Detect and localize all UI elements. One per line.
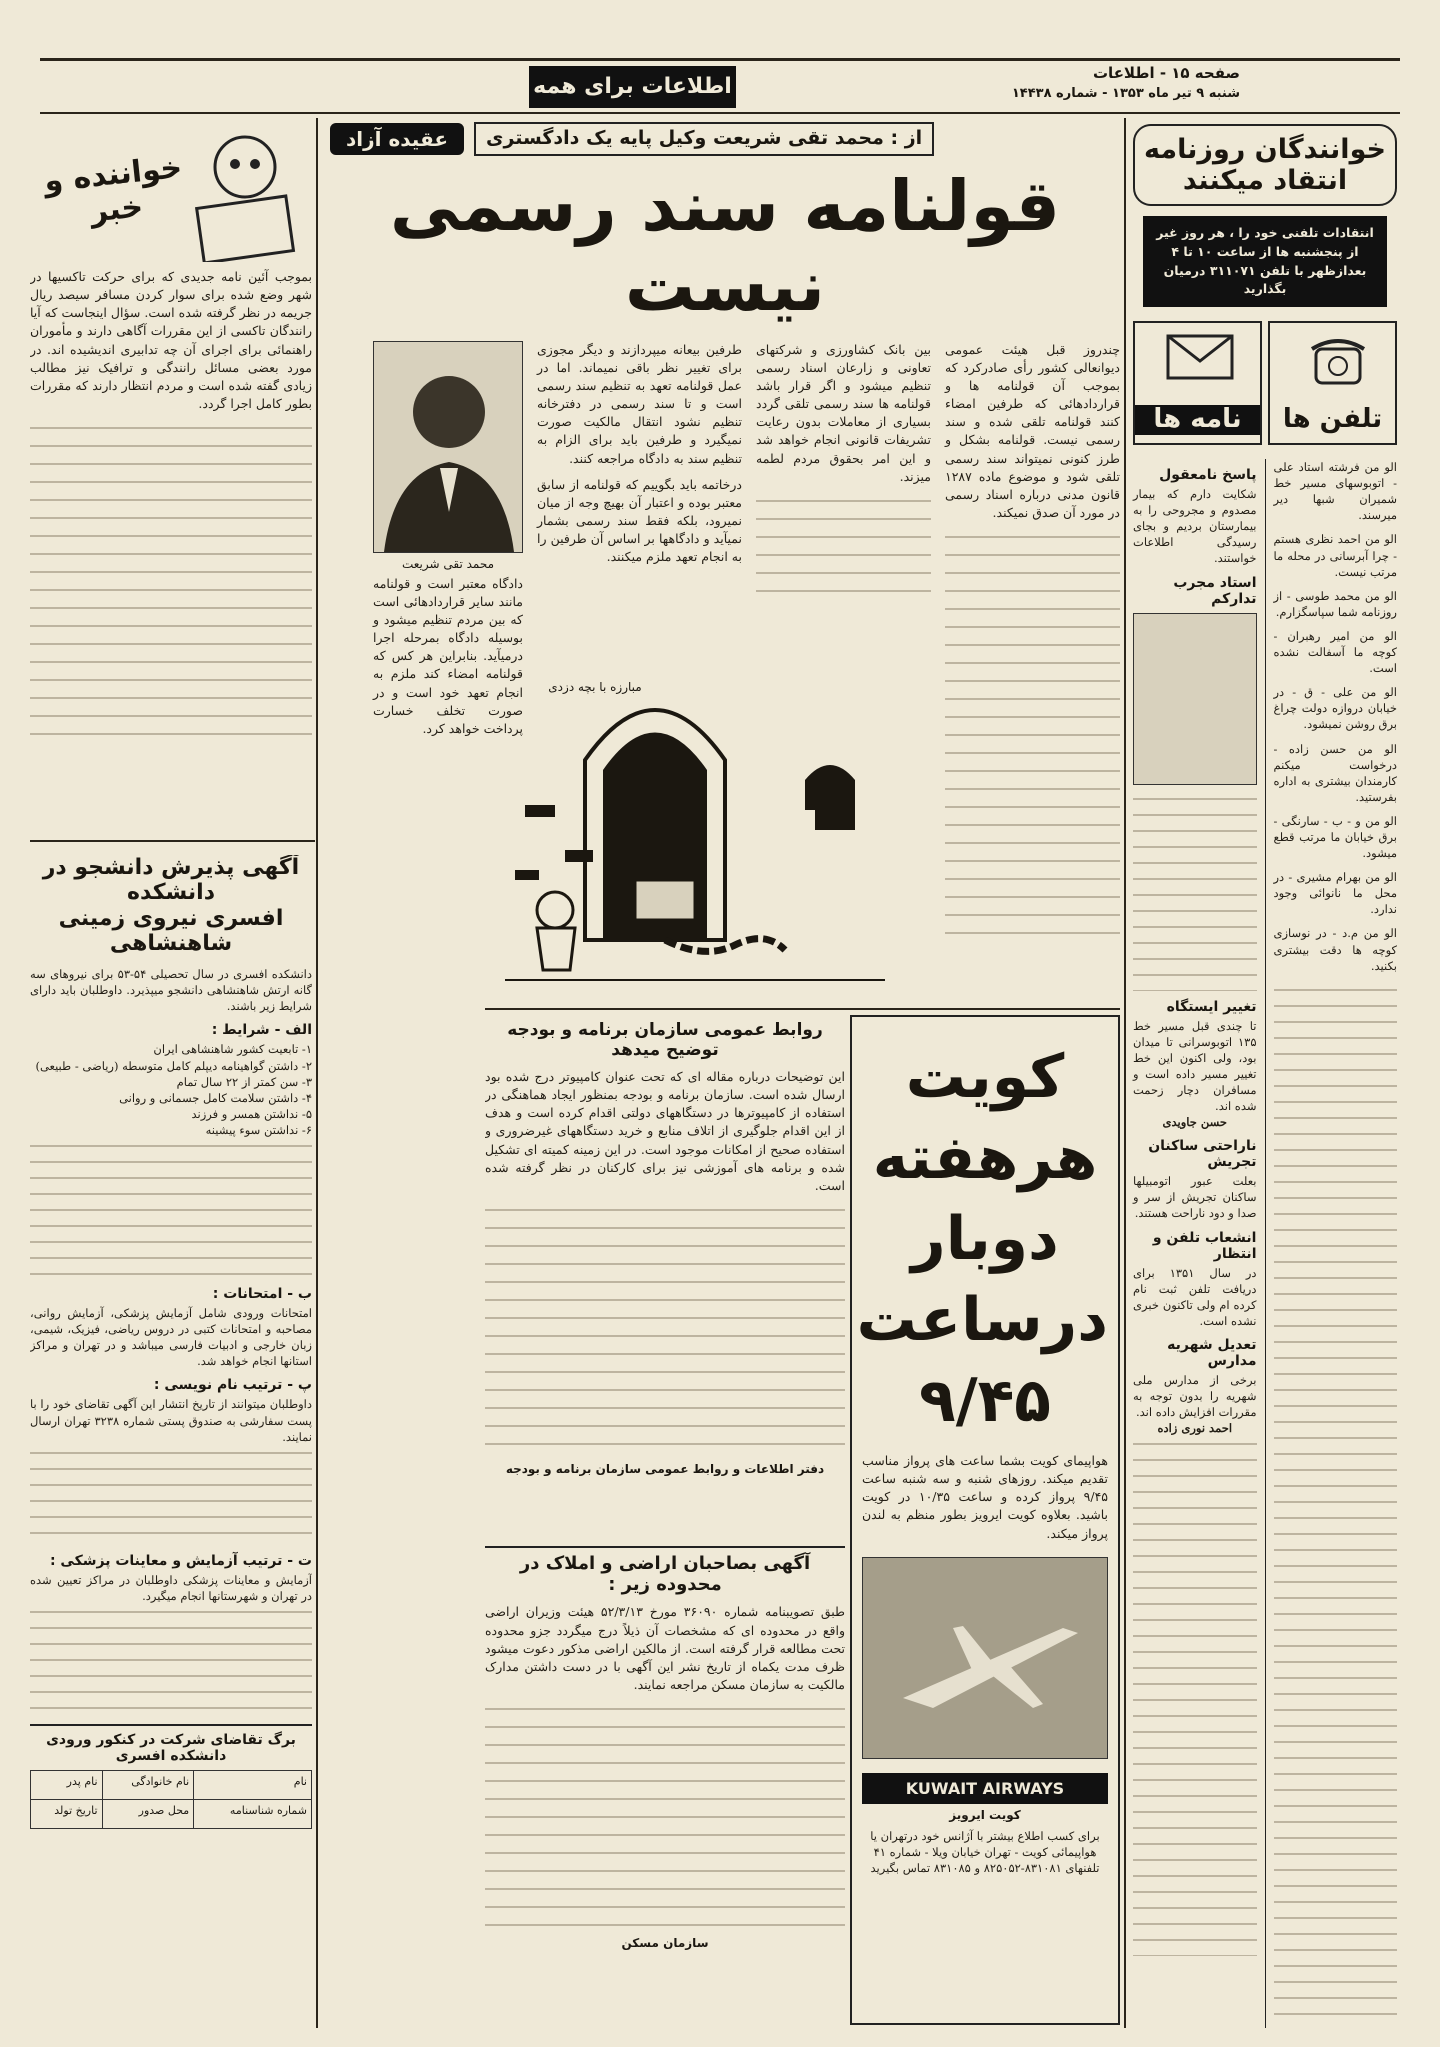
page-label: صفحه ۱۵ - اطلاعات [1092, 64, 1240, 82]
uni-intro: دانشکده افسری در سال تحصیلی ۵۴-۵۳ برای نیروهای سه گانه ارتش شاهنشاهی دانشجو میپذیرد. داوطلبان باید دارای شرایط زیر باشند. [30, 967, 312, 1014]
envelope-icon [1165, 333, 1235, 381]
filler-text [945, 528, 1120, 948]
article-col1: چندروز قبل هیئت عمومی دیوانعالی کشور رأی صادرکرد که بموجب آن قولنامه ها و قراردادهائی که طرفین امضاء کنند قولنامه تلقی شده و سند رسمی نیست. قولنامه بشکل و طرز کنونی نمیتواند سند رسمی تلقی شود و موضوع ماده ۱۲۸۷ قانون مدنی درباره اسناد رسمی در مورد آن صدق نمیکند. [945, 341, 1120, 520]
budget-footer: دفتر اطلاعات و روابط عمومی سازمان برنامه و بودجه [505, 1461, 825, 1476]
article-col3: طرفین بیعانه میپردازند و دیگر مجوزی برای تغییر نظر باقی نمیماند. اما در عمل قولنامه تعهد به تنظیم سند رسمی است و تا سند رسمی در دفترخانه تنظیم نشود انتقال مالکیت صورت نمیگیرد و طرفین باید برای الزام به تنظیم سند به دادگاه مراجعه کنند. [537, 341, 742, 466]
sidebar-title: خوانندگان روزنامه انتقاد میکنند [1133, 124, 1397, 206]
reply-title: پاسخ نامعقول [1159, 467, 1257, 484]
phones-label: تلفن ها [1282, 404, 1383, 435]
reply-text: شکایت دارم که بیمار مصدوم و مجروحی را به بیمارستان بردیم و بجای رسیدگی اطلاعات خواستند. [1133, 487, 1257, 566]
expert-title: استاد مجرب تدارکم [1173, 574, 1257, 607]
sidebar-divider [1124, 118, 1126, 2028]
budget-title: روابط عمومی سازمان برنامه و بودجه توضیح میدهد [507, 1020, 823, 1060]
filler-text [1133, 791, 1257, 991]
article-col4: دادگاه معتبر است و قولنامه مانند سایر قراردادهائی است که بین مردم تنظیم میشود و بوسیله دادگاه بمرحله اجرا درمیآید. بنابراین هر کس که قولنامه امضاء کند ملزم به انجام تعهد خود است و در صورت تخلف خسارت پرداخت خواهد کرد. [373, 575, 523, 736]
corner-bottom-rule [30, 840, 315, 842]
phone-item: الو من م.د - در نوسازی کوچه ها دقت بیشتری بکنید. [1273, 926, 1397, 973]
issue-line: شنبه ۹ تیر ماه ۱۳۵۳ - شماره ۱۴۴۳۸ [1011, 86, 1240, 101]
medical-text: آزمایش و معاینات پزشکی داوطلبان در مراکز تعیین شده در تهران و شهرستانها انجام میگیرد. [30, 1572, 312, 1603]
land-footer: سازمان مسکن [621, 1936, 709, 1950]
university-ad [30, 855, 312, 2030]
condition-item: ۳- سن کمتر از ۲۲ سال تمام [176, 1074, 312, 1089]
form-field[interactable]: نام پدر [31, 1771, 103, 1800]
phone-item: الو من علی - ق - در خیابان دروازه دولت چراغ برق روشن نمیشود. [1273, 685, 1397, 732]
filler-text [756, 492, 931, 602]
filler-text [30, 419, 312, 739]
sidebar-item-title: تغییر ایستگاه [1166, 998, 1257, 1015]
land-text: طبق تصویبنامه شماره ۳۶۰۹۰ مورخ ۵۲/۳/۱۳ هیئت وزیران اراضی واقع در محدوده ای که مشخصات آن ذیلاً درج میگردد جزو محدوده تحت مطالعه قرار گرفته است. از مالکین اراضی مذکور دعوت میشود ظرف مدت یکماه از تاریخ نشر این آگهی با در دست داشتن مدارک مالکیت به سازمان مسکن مراجعه نمایند. [485, 1604, 845, 1692]
phones-column [1274, 459, 1398, 2028]
newsreader-icon [190, 122, 300, 262]
sidebar-critics [1129, 118, 1401, 2028]
column-divider [316, 118, 318, 2028]
kuwait-text: هواپیمای کویت بشما ساعت های پرواز مناسب تقدیم میکند. روزهای شنبه و سه شنبه ساعت ۹/۴۵ پرواز کرده و ساعت ۱۰/۳۵ در کویت باشید. بعلاوه کویت ایرویز بطور منظم به لندن پرواز میکند. [862, 1453, 1108, 1541]
cartoon-caption: مبارزه با بچه دزدی [548, 680, 642, 694]
opinion-tag: عقیده آزاد [330, 123, 464, 155]
filler-text [485, 1700, 845, 1930]
corner-title: خواننده و خبر [42, 149, 184, 230]
article-col3-end: درخاتمه باید بگوییم که قولنامه از سابق معتبر بوده و اعتبار آن بهیچ وجه از میان نمیرود، بلکه فقط سند رسمی بشمار نمیآید و دادگاهها بر اساس آن طرفین را به انجام تعهد ملزم میکنند. [537, 476, 742, 565]
filler-text [485, 1201, 845, 1456]
sidebar-notice: انتقادات تلفنی خود را ، هر روز غیر از پنجشنبه ها از ساعت ۱۰ تا ۴ بعدازظهر با تلفن ۳۱۱۰۷۱ درمیان بگذارید [1143, 216, 1387, 307]
sidebar-item-title: انشعاب تلفن و انتظار [1152, 1229, 1257, 1262]
exam-text: امتحانات ورودی شامل آزمایش پزشکی، آزمایش روانی، مصاحبه و امتحانات کتبی در دروس ریاضی، فیزیک، شیمی، زبان خارجی و ادبیات فارسی میباشد و در تهران و مراکز استانها انجام خواهد شد. [30, 1306, 312, 1369]
letters-label: نامه ها [1135, 405, 1260, 435]
photo-caption: محمد تقی شریعت [401, 556, 495, 571]
author-photo [373, 341, 523, 553]
land-title: آگهی بصاحبان اراضی و املاک در محدوده زیر : [485, 1546, 845, 1595]
phone-icon [1308, 331, 1368, 387]
top-rule [40, 58, 1400, 61]
corner-text: بموجب آئین نامه جدیدی که برای حرکت تاکسیها در شهر وضع شده برای سوار کردن مسافر سیصد ریال جریمه در نظر گرفته شده است. سؤال اینجاست که آیا رانندگان تاکسی از این مقررات آگاهی دارند و مأموران راهنمائی برای اجرای آن چه تدابیری اندیشیده اند. در مورد بعضی مسائل رانندگی و ترافیک نیز مطالب زیادی گفته شده است و مردم انتظار دارند که مقررات بطور کامل اجرا گردد. [30, 269, 312, 411]
sidebar-item-text: در سال ۱۳۵۱ برای دریافت تلفن ثبت نام کرده ام ولی تاکنون خبری نشده است. [1133, 1265, 1257, 1328]
uni-headline-1: آگهی پذیرش دانشجو در دانشکده [42, 855, 300, 906]
cartoon [485, 610, 910, 1005]
kuwait-brand: KUWAIT AIRWAYS [862, 1773, 1108, 1804]
condition-item: ۴- داشتن سلامت کامل جسمانی و روانی [119, 1090, 312, 1105]
condition-item: ۵- نداشتن همسر و فرزند [191, 1106, 312, 1121]
application-form [30, 1770, 312, 1829]
airplane-photo [862, 1557, 1108, 1759]
letters-box [1133, 321, 1262, 445]
filler-text [1274, 982, 1398, 2028]
phone-item: الو من امیر رهبران - کوچه ما آسفالت نشده است. [1273, 628, 1397, 676]
signature: احمد نوری زاده [1157, 1421, 1233, 1436]
article-col2: بین بانک کشاورزی و شرکتهای تعاونی و زارعان اسناد رسمی تنظیم میشود و اگر قرار باشد قولنامه ها سند رسمی تلقی گردد بسیاری از معاملات بدون رعایت تشریفات قانونی انجام خواهد شد و این امر بحقوق مردم لطمه میزند. [756, 341, 931, 484]
sidebar-item-text: بعلت عبور اتومبیلها ساکنان تجریش از سر و صدا و دود ناراحت هستند. [1133, 1174, 1257, 1221]
registration-title: پ - ترتیب نام نویسی : [153, 1377, 312, 1394]
land-notice [485, 1540, 845, 2030]
phone-item: الو من احمد نظری هستم - چرا آبرسانی در محله ما مرتب نیست. [1273, 532, 1397, 579]
phone-item: الو من فرشته استاد علی - اتوبوسهای مسیر خط شمیران شبها دیر میرسند. [1273, 460, 1397, 523]
phone-item: الو من محمد طوسی - از روزنامه شما سپاسگزارم. [1273, 588, 1397, 619]
filler-text [1133, 1436, 1257, 1956]
kuwait-headline: کویت هرهفته دوبار درساعت ۹/۴۵ [856, 1042, 1108, 1436]
signature: حسن جاویدی [1162, 1115, 1228, 1130]
budget-text: این توضیحات درباره مقاله ای که تحت عنوان کامپیوتر درج شده بود ارسال شده است. سازمان برنامه و بودجه بمنظور ایجاد هماهنگی در استفاده از کامپیوترها در دستگاههای دولتی اقدام کرده است و هدف از این اقدام جلوگیری از اتلاف منابع و خرید دستگاههای غیرضروری و استفاده صحیح از امکانات موجود است. در این زمینه کمیته ای تشکیل شده و برنامه های آموزشی نیز برای کارکنان در نظر گرفته شده است. [485, 1069, 845, 1193]
byline: از : محمد تقی شریعت وکیل پایه یک دادگستری [474, 122, 934, 156]
kuwait-contact: برای کسب اطلاع بیشتر با آژانس خود درتهران یا هواپیمائی کویت - تهران خیابان ویلا - شماره ۴۱ تلفنهای ۸۳۱۰۸۱-۸۲۵۰۵۲ و ۸۳۱۰۸۵ تماس بگیرید [870, 1828, 1100, 1875]
section-title: اطلاعات برای همه [529, 66, 736, 108]
condition-item: ۱- تابعیت کشور شاهنشاهی ایران [153, 1042, 312, 1057]
phone-item: الو من بهرام مشیری - در محل ما نانوائی وجود ندارد. [1273, 870, 1397, 917]
budget-notice [485, 1015, 845, 1535]
header-rule [40, 112, 1400, 114]
phones-box [1268, 321, 1397, 445]
letters-column [1133, 459, 1257, 2028]
form-field[interactable]: نام خانوادگی [102, 1771, 194, 1800]
sidebar-item-title: تعدیل شهریه مدارس [1167, 1336, 1257, 1369]
phone-item: الو من حسن زاده - درخواست میکنم کارمندان بیشتری به اداره بفرستید. [1273, 741, 1397, 804]
form-field[interactable]: نام [194, 1771, 312, 1800]
form-field[interactable]: محل صدور [102, 1800, 194, 1829]
mid-rule [485, 1008, 1120, 1010]
sidebar-item-title: ناراحتی ساکنان تجریش [1148, 1138, 1257, 1171]
desk-illustration [1133, 613, 1257, 785]
kuwait-ad [850, 1015, 1120, 2025]
form-field[interactable]: تاریخ تولد [31, 1800, 103, 1829]
registration-text: داوطلبان میتوانند از تاریخ انتشار این آگهی تقاضای خود را با پست سفارشی به صندوق پستی شماره ۳۲۳۸ تهران ارسال نمایند. [30, 1397, 312, 1444]
filler-text [30, 1445, 312, 1545]
filler-text [30, 1604, 312, 1714]
form-field[interactable]: شماره شناسنامه [194, 1800, 312, 1829]
phone-item: الو من و - ب - سارنگی - برق خیابان ما مرتب قطع میشود. [1273, 813, 1397, 861]
corner-column [30, 118, 312, 828]
conditions-title: الف - شرایط : [211, 1022, 312, 1039]
exam-title: ب - امتحانات : [212, 1286, 312, 1303]
form-title: برگ تقاضای شرکت در کنکور ورودی دانشکده افسری [30, 1724, 312, 1764]
condition-item: ۲- داشتن گواهینامه دیپلم کامل متوسطه (ریاضی - طبیعی) [35, 1058, 312, 1073]
kuwait-brand-fa: کویت ایرویز [949, 1807, 1021, 1822]
uni-headline-2: افسری نیروی زمینی شاهنشاهی [58, 905, 284, 956]
filler-text [30, 1138, 312, 1278]
headline: قولنامه سند رسمی نیست [389, 164, 1061, 328]
condition-item: ۶- نداشتن سوء پیشینه [205, 1122, 312, 1137]
sidebar-item-text: تا چندی قبل مسیر خط ۱۳۵ اتوبوسرانی تا میدان بود، ولی اکنون این خط تغییر مسیر داده است و مسافران دچار زحمت شده اند. [1133, 1018, 1257, 1114]
sidebar-item-text: برخی از مدارس ملی شهریه را بدون توجه به مقررات افزایش داده اند. [1133, 1372, 1257, 1420]
medical-title: ت - ترتیب آزمایش و معاینات پزشکی : [49, 1552, 312, 1569]
